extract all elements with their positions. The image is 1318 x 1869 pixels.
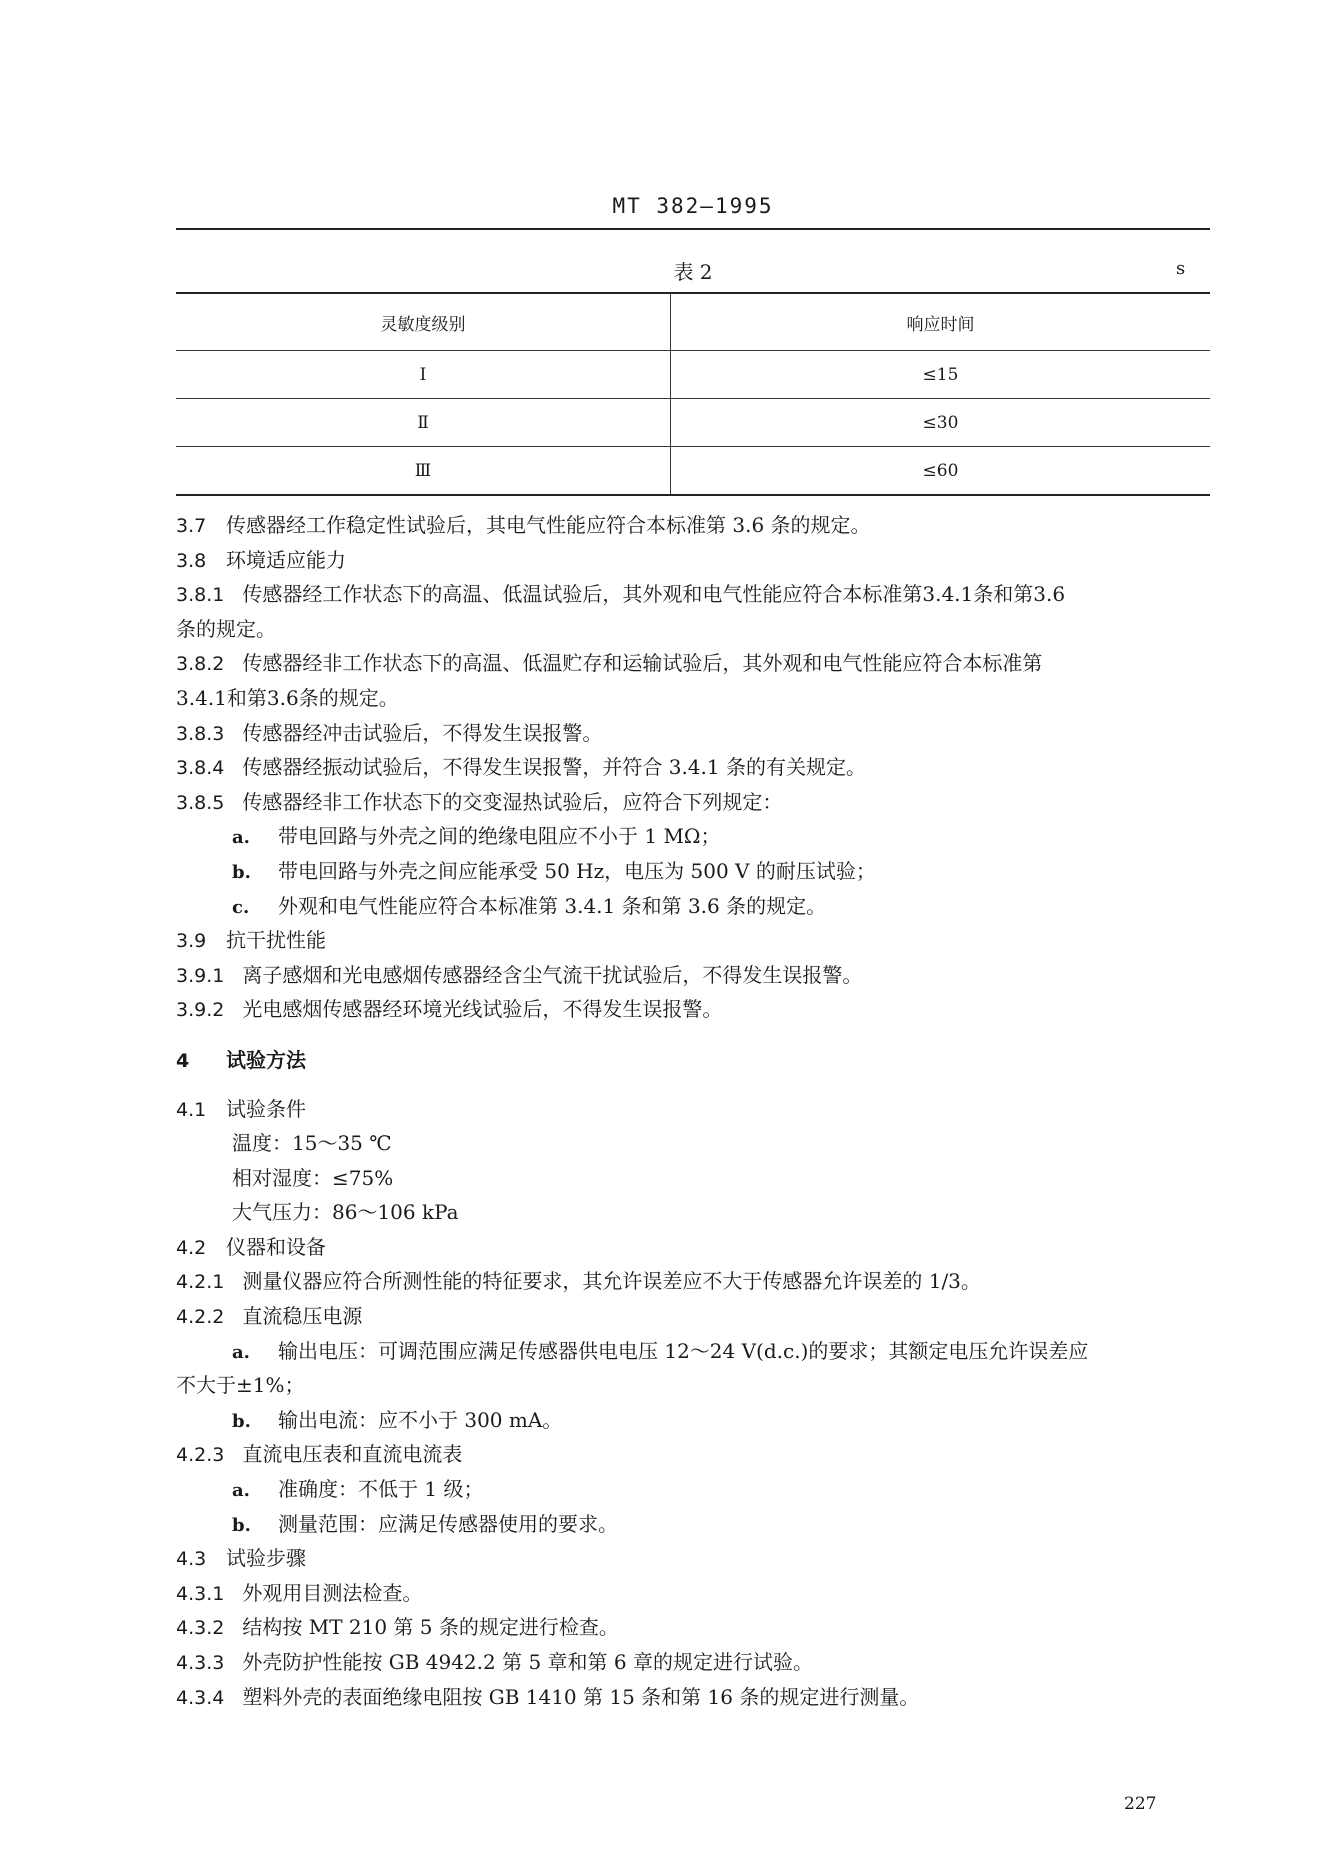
clause-number: 4.2.3 (176, 1444, 225, 1467)
clause-text: 外观和电气性能应符合本标准第 3.4.1 条和第 3.6 条的规定。 (278, 893, 827, 918)
clause-text: 仪器和设备 (226, 1234, 326, 1259)
clause-text: 传感器经工作稳定性试验后，其电气性能应符合本标准第 3.6 条的规定。 (226, 513, 871, 537)
clause-line (176, 1680, 1216, 1715)
list-marker: b. (232, 1514, 251, 1536)
clause-text: 塑料外壳的表面绝缘电阻按 GB 1410 第 15 条和第 16 条的规定进行测量。 (242, 1684, 920, 1709)
table-cell: ≤30 (671, 399, 1211, 447)
clause-text: 不大于±1%； (176, 1373, 305, 1398)
clause-line (176, 992, 1216, 1027)
clause-text: 试验步骤 (226, 1546, 306, 1571)
table-cell: Ⅲ (176, 447, 671, 496)
response-time-table (176, 292, 1210, 496)
clause-number: 4.2 (176, 1236, 207, 1259)
list-item (176, 1334, 1216, 1369)
clause-line (176, 1264, 1216, 1299)
clause-text: 试验条件 (226, 1096, 306, 1121)
list-marker: a. (232, 1341, 250, 1363)
clause-text: 抗干扰性能 (226, 928, 326, 953)
table-cell: ≤60 (671, 447, 1211, 496)
clause-number: 3.8 (176, 549, 207, 572)
clause-text: 3.4.1和第3.6条的规定。 (176, 685, 399, 710)
table-caption: 表 2 (673, 260, 713, 284)
clause-number: 3.8.1 (176, 584, 225, 607)
clause-line (176, 1299, 1216, 1334)
clause-text: 温度：15～35 ℃ (232, 1131, 392, 1156)
clause-text: 输出电流：应不小于 300 mA。 (278, 1407, 563, 1432)
clause-number: 4.3.4 (176, 1686, 225, 1709)
clause-number: 4.3 (176, 1548, 207, 1571)
clause-line (176, 1437, 1216, 1472)
clause-line (176, 716, 1216, 751)
page-number: 227 (1124, 1794, 1157, 1814)
clause-line (176, 958, 1216, 993)
clause-text: 结构按 MT 210 第 5 条的规定进行检查。 (242, 1615, 619, 1640)
list-item (176, 854, 1216, 889)
clause-number: 3.9.2 (176, 999, 225, 1022)
clause-continuation (176, 612, 1216, 647)
clause-text: 测量范围：应满足传感器使用的要求。 (278, 1511, 618, 1536)
clause-text: 测量仪器应符合所测性能的特征要求，其允许误差应不大于传感器允许误差的 1/3。 (242, 1269, 981, 1294)
clause-number: 3.8.2 (176, 653, 225, 676)
clause-text: 输出电压：可调范围应满足传感器供电电压 12～24 V(d.c.)的要求；其额定电压允许误差应 (278, 1338, 1089, 1363)
list-marker: c. (232, 896, 250, 918)
clause-line (176, 1645, 1216, 1680)
section-number: 4 (176, 1049, 190, 1072)
clause-text: 带电回路与外壳之间应能承受 50 Hz，电压为 500 V 的耐压试验； (278, 858, 876, 883)
list-item (176, 1507, 1216, 1542)
table-cell: ≤15 (671, 351, 1211, 399)
condition-item (176, 1126, 1216, 1161)
standard-code-header: MT 382—1995 (612, 194, 774, 218)
clause-line (176, 1541, 1216, 1576)
clause-line (176, 1576, 1216, 1611)
clause-line (176, 1610, 1216, 1645)
clause-continuation (176, 1368, 1216, 1403)
list-item (176, 819, 1216, 854)
section-heading (176, 1043, 1216, 1078)
clause-number: 3.8.4 (176, 757, 225, 780)
clause-line (176, 785, 1216, 820)
clause-number: 3.9 (176, 930, 207, 953)
column-header-response-time: 响应时间 (671, 293, 1211, 351)
clause-text: 传感器经振动试验后，不得发生误报警，并符合 3.4.1 条的有关规定。 (242, 755, 866, 780)
clause-text: 离子感烟和光电感烟传感器经含尘气流干扰试验后，不得发生误报警。 (242, 962, 863, 987)
clause-text: 条的规定。 (176, 616, 276, 641)
table-header-row (176, 293, 1210, 351)
clause-continuation (176, 681, 1216, 716)
table-row (176, 399, 1210, 447)
clause-text: 外壳防护性能按 GB 4942.2 第 5 章和第 6 章的规定进行试验。 (242, 1650, 813, 1674)
clause-number: 3.9.1 (176, 964, 225, 987)
clause-number: 4.2.1 (176, 1271, 225, 1294)
clause-line (176, 750, 1216, 785)
list-item (176, 1472, 1216, 1507)
clause-line (176, 1092, 1216, 1127)
clause-number: 4.2.2 (176, 1306, 225, 1329)
clause-text: 传感器经冲击试验后，不得发生误报警。 (242, 720, 603, 745)
clause-text: 直流电压表和直流电流表 (242, 1442, 463, 1467)
list-marker: a. (232, 1480, 250, 1502)
header-rule (176, 228, 1210, 230)
clause-text: 大气压力：86～106 kPa (232, 1200, 459, 1225)
clause-text: 带电回路与外壳之间的绝缘电阻应不小于 1 MΩ； (278, 824, 721, 849)
clause-text: 环境适应能力 (226, 547, 346, 572)
condition-item (176, 1195, 1216, 1230)
clause-text: 准确度：不低于 1 级； (278, 1477, 484, 1502)
clause-line (176, 923, 1216, 958)
clause-number: 3.8.3 (176, 722, 225, 745)
clause-line (176, 646, 1216, 681)
table-row (176, 351, 1210, 399)
list-marker: a. (232, 827, 250, 849)
clause-text: 相对湿度：≤75% (232, 1165, 394, 1190)
clause-line (176, 543, 1216, 578)
clause-number: 4.3.1 (176, 1582, 225, 1605)
document-body (176, 508, 1216, 1714)
clause-number: 4.3.3 (176, 1652, 225, 1674)
clause-number: 4.1 (176, 1098, 207, 1121)
list-marker: b. (232, 1410, 251, 1432)
clause-number: 3.8.5 (176, 791, 225, 814)
condition-item (176, 1161, 1216, 1196)
column-header-sensitivity: 灵敏度级别 (176, 293, 671, 351)
section-title: 试验方法 (226, 1047, 306, 1072)
table-row (176, 447, 1210, 496)
clause-number: 3.7 (176, 515, 207, 537)
clause-text: 外观用目测法检查。 (242, 1580, 423, 1605)
clause-line (176, 1230, 1216, 1265)
table-cell: I (176, 351, 671, 399)
clause-text: 传感器经非工作状态下的高温、低温贮存和运输试验后，其外观和电气性能应符合本标准第 (242, 651, 1043, 676)
list-marker: b. (232, 861, 251, 883)
list-item (176, 889, 1216, 924)
table-unit: s (1176, 258, 1186, 279)
clause-line (176, 577, 1216, 612)
clause-text: 光电感烟传感器经环境光线试验后，不得发生误报警。 (242, 997, 723, 1022)
table-cell: Ⅱ (176, 399, 671, 447)
clause-text: 传感器经工作状态下的高温、低温试验后，其外观和电气性能应符合本标准第3.4.1条和第3.6 (242, 582, 1066, 607)
clause-text: 传感器经非工作状态下的交变湿热试验后，应符合下列规定： (242, 789, 783, 814)
clause-text: 直流稳压电源 (242, 1304, 363, 1329)
list-item (176, 1403, 1216, 1438)
clause-number: 4.3.2 (176, 1617, 225, 1640)
clause-line (176, 508, 1216, 543)
